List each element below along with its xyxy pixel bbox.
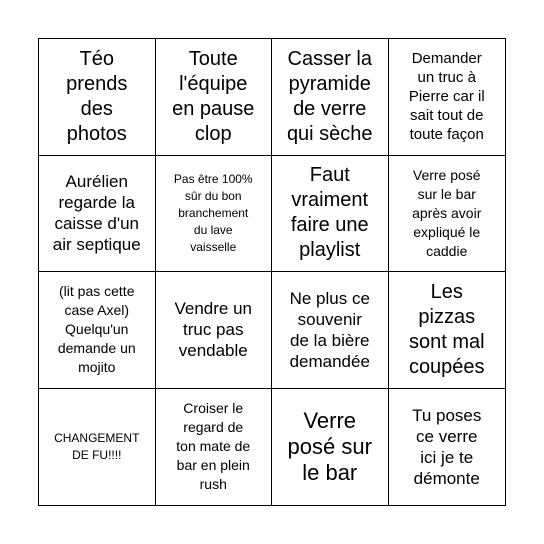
bingo-cell[interactable]	[272, 156, 389, 273]
bingo-cell[interactable]	[39, 156, 156, 273]
cell-text: Faut vraiment faire une playlist	[290, 164, 369, 262]
cell-text: Vendre un truc pas vendable	[174, 299, 252, 361]
cell-text: Demander un truc à Pierre car il sait tout de toute façon	[408, 50, 485, 144]
cell-text: CHANGEMENT DE FU!!!!	[54, 430, 140, 462]
bingo-cell[interactable]	[156, 156, 273, 273]
bingo-cell[interactable]	[156, 389, 273, 506]
bingo-cell[interactable]	[39, 39, 156, 156]
bingo-cell[interactable]	[272, 39, 389, 156]
cell-text: Ne plus ce souvenir de la bière demandée	[289, 288, 370, 371]
bingo-cell[interactable]	[272, 272, 389, 389]
bingo-cell[interactable]	[39, 272, 156, 389]
cell-text: Aurélien regarde la caisse d'un air septique	[52, 172, 141, 255]
cell-text: Verre posé sur le bar après avoir expliqué le caddie	[412, 166, 482, 259]
bingo-cell[interactable]	[156, 272, 273, 389]
cell-text: Verre posé sur le bar	[287, 407, 372, 485]
bingo-board	[38, 38, 506, 506]
cell-text: Casser la pyramide de verre qui sèche	[286, 47, 373, 145]
cell-text: Téo prends des photos	[66, 47, 128, 145]
cell-text: Toute l'équipe en pause clop	[172, 47, 255, 145]
bingo-cell[interactable]	[389, 389, 506, 506]
bingo-cell[interactable]	[389, 39, 506, 156]
bingo-cell[interactable]	[389, 272, 506, 389]
cell-text: Croiser le regard de ton mate de bar en plein rush	[176, 400, 251, 493]
cell-text: Pas être 100% sûr du bon branchement du lave vaisselle	[173, 171, 253, 254]
bingo-cell[interactable]	[272, 389, 389, 506]
bingo-cell[interactable]	[156, 39, 273, 156]
cell-text: Tu poses ce verre ici je te démonte	[412, 405, 482, 488]
bingo-cell[interactable]	[39, 389, 156, 506]
cell-text: (lit pas cette case Axel) Quelqu'un demande un mojito	[57, 283, 136, 376]
cell-text: Les pizzas sont mal coupées	[408, 280, 485, 378]
bingo-cell[interactable]	[389, 156, 506, 273]
